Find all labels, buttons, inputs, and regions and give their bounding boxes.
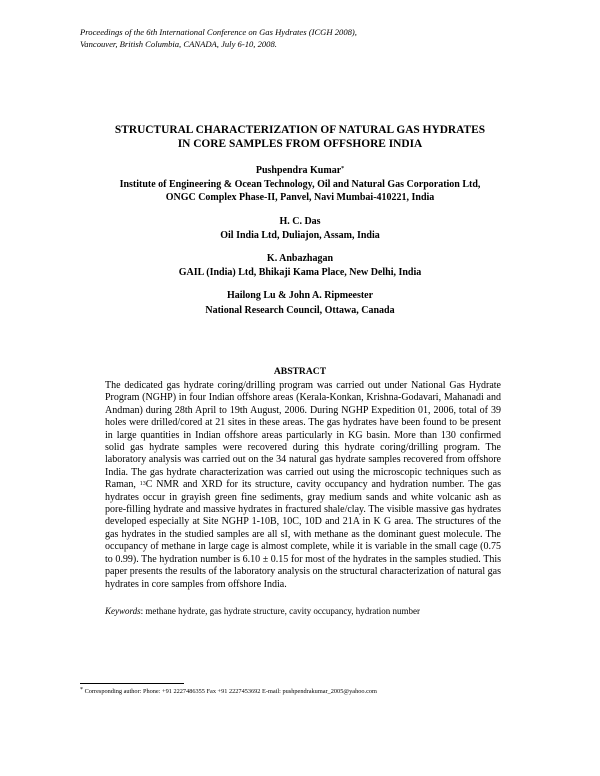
author-affiliation: ONGC Complex Phase-II, Panvel, Navi Mumbai-410221, India [165,192,435,204]
author-name: H. C. Das [279,215,321,227]
title-line-2: IN CORE SAMPLES FROM OFFSHORE INDIA [177,138,423,150]
title-line-1: STRUCTURAL CHARACTERIZATION OF NATURAL GAS HYDRATES [114,124,486,136]
abstract-body [105,380,501,591]
author-affiliation: Institute of Engineering & Ocean Technology, Oil and Natural Gas Corporation Ltd, [119,179,481,191]
author-block-2 [60,215,540,242]
abstract-text-part-1: The dedicated gas hydrate coring/drilling program was carried out under National Gas Hydrate Program (NGHP) in four Indian offshore areas (Kerala-Konkan, Krishna-Godavari, Mahanadi and Andman) during 28th April to 19th August, 2006. During NGHP Expedition 01, 2006, total of 39 holes were drilled/cored at 21 sites in these areas. The gas hydrates have been found to be present in large quantities in Indian offshore areas particularly in KG basin. More than 130 confirmed solid gas hydrate samples were recovered during this hydrate coring/drilling program. The laboratory analysis was carried out on the 34 natural gas hydrate samples recovered from offshore India. The gas hydrate characterization was carried out using the microscopic techniques such as Raman, [105,380,501,491]
author-block-4 [60,289,540,316]
author-affiliation: Oil India Ltd, Duliajon, Assam, India [220,229,380,241]
paper-title [40,123,560,151]
author-affiliation: GAIL (India) Ltd, Bhikaji Kama Place, New Delhi, India [178,267,422,279]
corresponding-author-mark: * [341,166,345,172]
footnote-divider [80,683,184,684]
keywords-label: Keywords [105,606,141,616]
keywords-text: : methane hydrate, gas hydrate structure, cavity occupancy, hydration number [140,606,420,616]
footnote-text: Corresponding author: Phone: +91 2227486355 Fax +91 2227453692 E-mail: pushpendrakumar_2005@yahoo.com [83,688,377,695]
proceedings-header [80,26,357,50]
author-name: Pushpendra Kumar* [255,165,345,176]
footnote-mark: * [80,687,83,693]
author-name: Hailong Lu & John A. Ripmeester [226,290,374,302]
proceedings-line-2: Vancouver, British Columbia, CANADA, July 6-10, 2008. [80,39,277,49]
author-name: K. Anbazhagan [266,253,334,265]
keywords [105,606,505,616]
isotope-superscript: 13 [139,481,146,488]
author-list [60,164,540,327]
abstract-heading: ABSTRACT [273,366,327,377]
author-block-1 [60,164,540,205]
proceedings-line-1: Proceedings of the 6th International Conference on Gas Hydrates (ICGH 2008), [80,27,357,37]
author-block-3 [60,252,540,279]
footnote [80,688,377,695]
author-affiliation: National Research Council, Ottawa, Canada [205,304,395,316]
abstract-text-part-2: C NMR and XRD for its structure, cavity occupancy and hydration number. The gas hydrates occur in grayish green fine sediments, gray medium sands and white volcanic ash as pore-filling hydrate and massive hydrates in fractured shale/clay. The visible massive gas hydrates developed especially at Site NGHP 1-10B, 10C, 10D and 21A in K G area. The structures of the gas hydrates in the studied samples are all sI, with methane as the dominant guest molecule. The occupancy of methane in large cage is almost complete, while it is variable in the small cage (0.75 to 0.99). The hydration number is 6.10 ± 0.15 for most of the hydrates in the samples studied. This paper presents the results of the laboratory analysis on the structural characterization of natural gas hydrates in core samples from offshore India. [105,479,501,590]
